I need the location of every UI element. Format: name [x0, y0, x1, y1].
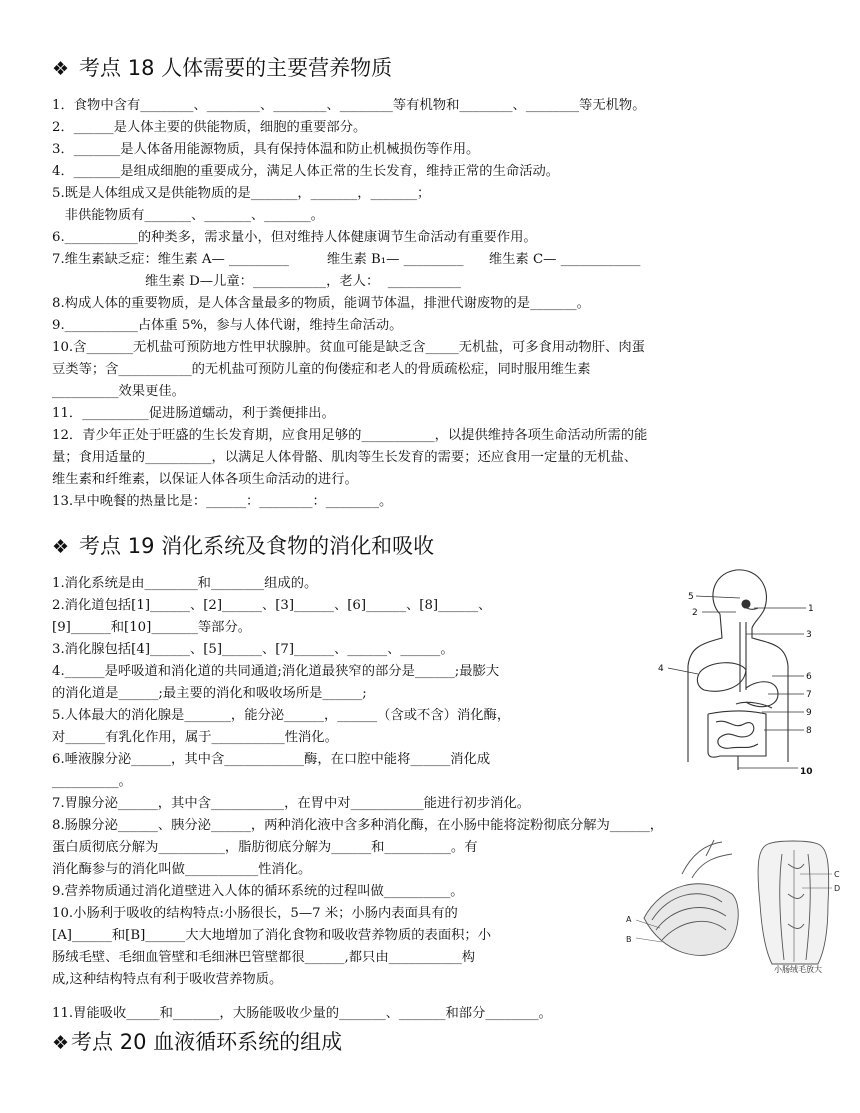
q18-9: 9.___________占体重 5%，参与人体代谢，维持生命活动。 [52, 318, 403, 333]
fig1-label-10: 10 [800, 767, 813, 777]
q19-6: 6.唾液腺分泌______，其中含____________酶，在口腔中能将______消化成 [52, 752, 491, 767]
q18-8: 8.构成人体的重要物质，是人体含量最多的物质，能调节体温，排泄代谢废物的是_______。 [52, 296, 590, 311]
q18-5b: 非供能物质有_______、_______、_______。 [52, 208, 324, 223]
digestive-system-figure [648, 562, 828, 782]
q18-3: 3．_______是人体备用能源物质，具有保持体温和防止机械损伤等作用。 [52, 142, 480, 157]
fig2-label-d: D [834, 884, 841, 893]
q18-12: 12．青少年正处于旺盛的生长发育期，应食用足够的___________，以提供维持各项生命活动所需的能 [52, 428, 648, 443]
heading-text: 考点 20 血液循环系统的组成 [71, 1030, 343, 1054]
q18-1: 1．食物中含有________、________、________、________等有机物和________、________等无机物。 [52, 98, 646, 113]
q19-2: 2.消化道包括[1]______、[2]______、[3]______、[6]______、[8]______、 [52, 598, 492, 613]
q19-10d: 成,这种结构特点有利于吸收营养物质。 [52, 972, 283, 987]
q19-8c: 消化酶参与的消化叫做___________性消化。 [52, 862, 312, 877]
fig1-label-8: 8 [806, 726, 812, 736]
q19-8: 8.肠腺分泌______、胰分泌______，两种消化液中含多种消化酶，在小肠中能将淀粉彻底分解为______， [52, 818, 664, 833]
q19-4: 4.______是呼吸道和消化道的共同通道;消化道最狭窄的部分是______;最膨大 [52, 664, 500, 679]
q19-3: 3.消化腺包括[4]______、[5]______、[7]______、______、______。 [52, 642, 454, 657]
heading-text: 考点 18 人体需要的主要营养物质 [79, 56, 393, 80]
q19-11: 11.胃能吸收_____和_______，大肠能吸收少量的_______、_______和部分________。 [52, 1006, 552, 1021]
q18-7b: 维生素 D—儿童：___________，老人： ___________ [52, 274, 461, 289]
fig1-label-6: 6 [806, 672, 812, 682]
diamond-bullet-icon: ❖ [52, 536, 70, 558]
fig2-label-c: C [834, 870, 840, 879]
q18-12c: 维生素和纤维素，以保证人体各项生命活动的进行。 [52, 472, 358, 487]
q18-10: 10.含_______无机盐可预防地方性甲状腺肿。贫血可能是缺乏含_____无机盐，可多食用动物肝、肉蛋 [52, 340, 645, 355]
q18-10c: __________效果更佳。 [52, 384, 185, 399]
q18-4: 4．_______是组成细胞的重要成分，满足人体正常的生长发育，维持正常的生命活动。 [52, 164, 560, 179]
fig1-label-4: 4 [658, 664, 664, 674]
q19-9: 9.营养物质通过消化道壁进入人体的循环系统的过程叫做__________。 [52, 884, 464, 899]
section-18-heading [52, 52, 392, 82]
q19-2b: [9]______和[10]_______等部分。 [52, 620, 252, 635]
q19-10: 10.小肠利于吸收的结构特点:小肠很长，5—7 米；小肠内表面具有的 [52, 906, 458, 921]
q18-6: 6.___________的种类多，需求量小，但对维持人体健康调节生命活动有重要作用。 [52, 230, 537, 245]
fig2-label-a: A [626, 915, 632, 924]
q18-13: 13.早中晚餐的热量比是：______：________：________。 [52, 494, 393, 509]
fig1-label-9: 9 [806, 708, 812, 718]
fig1-label-7: 7 [806, 690, 812, 700]
q18-2: 2．______是人体主要的供能物质，细胞的重要部分。 [52, 120, 367, 135]
section-20-heading [52, 1026, 342, 1056]
fig2-label-b: B [626, 935, 632, 944]
fig1-label-2: 2 [692, 608, 698, 618]
fig1-label-5: 5 [688, 592, 694, 602]
q19-8b: 蛋白质彻底分解为__________，脂肪彻底分解为______和__________。有 [52, 840, 478, 855]
q19-1: 1.消化系统是由________和________组成的。 [52, 576, 318, 591]
fig1-label-1: 1 [808, 604, 814, 614]
q18-10b: 豆类等；含___________的无机盐可预防儿童的佝偻症和老人的骨质疏松症，同时服用维生素 [52, 362, 591, 377]
fig2-caption: 小肠绒毛放大 [774, 965, 822, 974]
q19-6b: __________。 [52, 774, 132, 789]
q18-11: 11．__________促进肠道蠕动，利于粪便排出。 [52, 406, 335, 421]
q19-10c: 肠绒毛壁、毛细血管壁和毛细淋巴管壁都很______,都只由___________构 [52, 950, 476, 965]
fig1-label-3: 3 [806, 630, 812, 640]
q19-5: 5.人体最大的消化腺是_______，能分泌______，______（含或不含）消化酶， [52, 708, 511, 723]
diamond-bullet-icon: ❖ [52, 58, 70, 80]
q19-5b: 对______有乳化作用，属于___________性消化。 [52, 730, 338, 745]
q18-5: 5.既是人体组成又是供能物质的是_______，_______，_______； [52, 186, 431, 201]
q18-7: 7.维生素缺乏症：维生素 A— _________ 维生素 B₁— _________ 维生素 C— ____________ [52, 252, 641, 267]
heading-text: 考点 19 消化系统及食物的消化和吸收 [79, 534, 435, 558]
q19-10b: [A]______和[B]______大大地增加了消化食物和吸收营养物质的表面积；小 [52, 928, 492, 943]
diamond-bullet-icon: ❖ [52, 1032, 70, 1054]
q18-12b: 量；食用适量的__________，以满足人体骨骼、肌肉等生长发育的需要；还应食用一定量的无机盐、 [52, 450, 638, 465]
q19-7: 7.胃腺分泌______，其中含___________，在胃中对___________能进行初步消化。 [52, 796, 531, 811]
section-19-heading [52, 530, 434, 560]
intestinal-villi-figure [622, 834, 848, 974]
q19-4b: 的消化道是______;最主要的消化和吸收场所是______; [52, 686, 367, 701]
